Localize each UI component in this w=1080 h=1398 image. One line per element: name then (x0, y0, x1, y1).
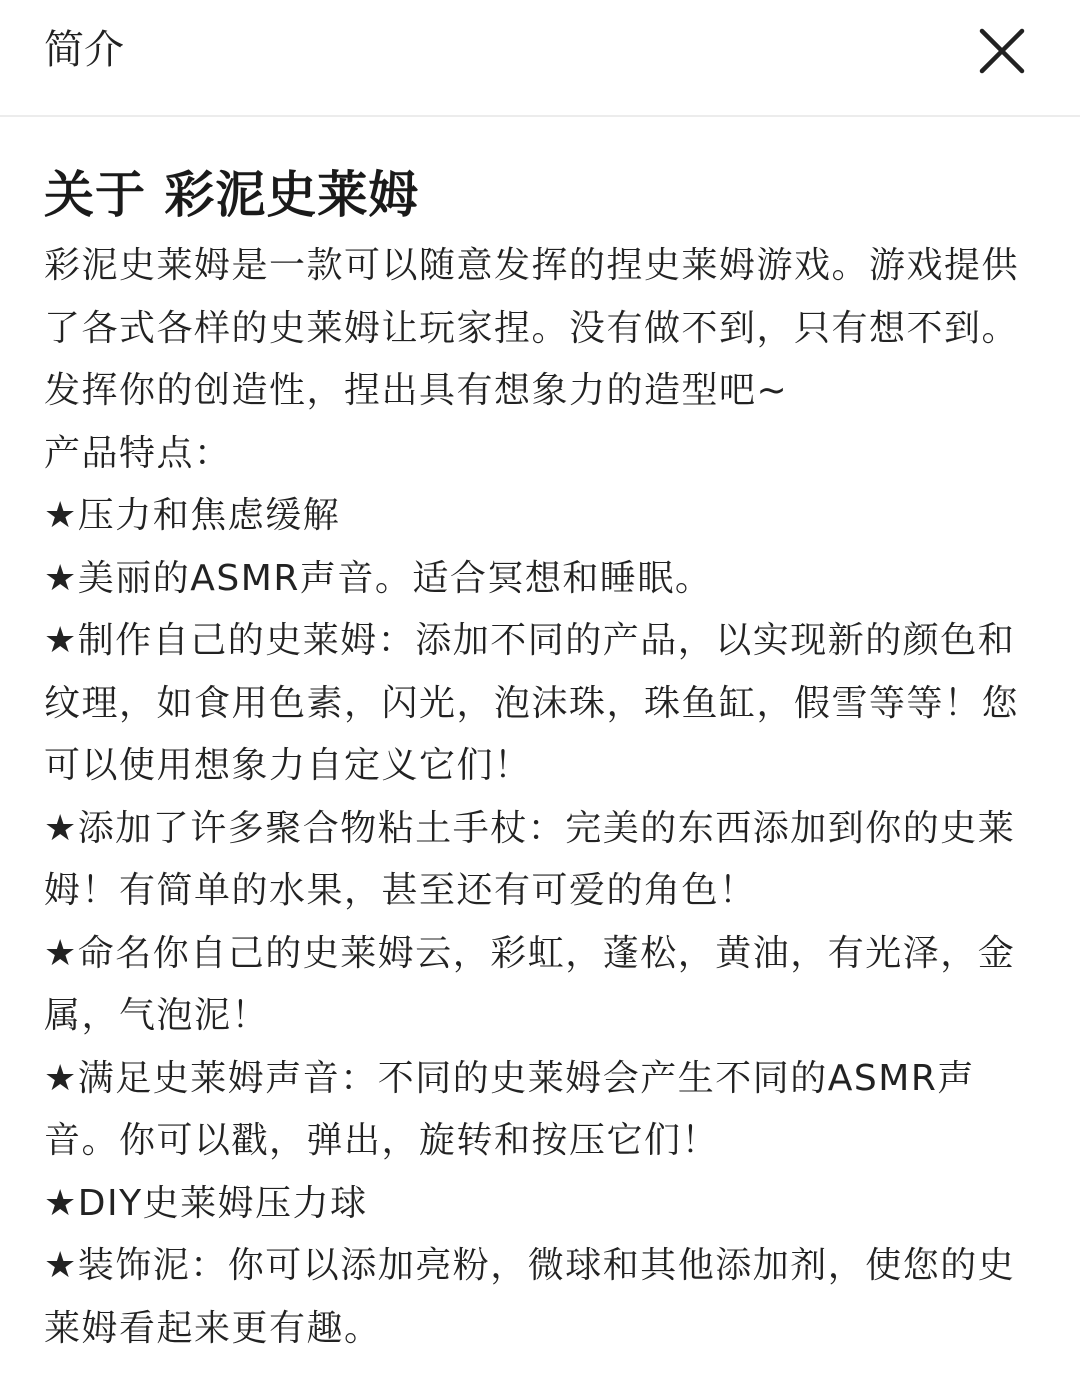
feature-item: ★命名你自己的史莱姆云，彩虹，蓬松，黄油，有光泽，金属，气泡泥！ (44, 932, 1016, 1036)
feature-item: ★添加了许多聚合物粘土手杖：完美的东西添加到你的史莱姆！有简单的水果，甚至还有可爱的角色！ (44, 807, 1016, 911)
feature-item: ★美丽的ASMR声音。适合冥想和睡眠。 (44, 557, 713, 599)
feature-item: ★压力和焦虑缓解 (44, 495, 341, 536)
feature-item: ★装饰泥：你可以添加亮粉，微球和其他添加剂，使您的史莱姆看起来更有趣。 (44, 1245, 1016, 1349)
description-content (0, 161, 1080, 1360)
description-body (44, 235, 1036, 1360)
feature-item: ★DIY史莱姆压力球 (44, 1182, 368, 1224)
intro-paragraph: 彩泥史莱姆是一款可以随意发挥的捏史莱姆游戏。游戏提供了各式各样的史莱姆让玩家捏。没有做不到，只有想不到。发挥你的创造性，捏出具有想象力的造型吧~ (44, 245, 1020, 411)
close-icon (973, 22, 1031, 80)
features-heading: 产品特点： (44, 432, 232, 474)
feature-item: ★制作自己的史莱姆：添加不同的产品，以实现新的颜色和纹理，如食用色素，闪光，泡沫珠，珠鱼缸，假雪等等！您可以使用想象力自定义它们！ (44, 620, 1020, 786)
about-title: 关于 彩泥史莱姆 (44, 166, 420, 224)
feature-item: ★满足史莱姆声音：不同的史莱姆会产生不同的ASMR声音。你可以戳，弹出，旋转和按压它们！ (44, 1057, 975, 1161)
dialog-header (0, 0, 1080, 117)
close-button[interactable] (973, 22, 1031, 80)
dialog-title: 简介 (44, 27, 124, 73)
